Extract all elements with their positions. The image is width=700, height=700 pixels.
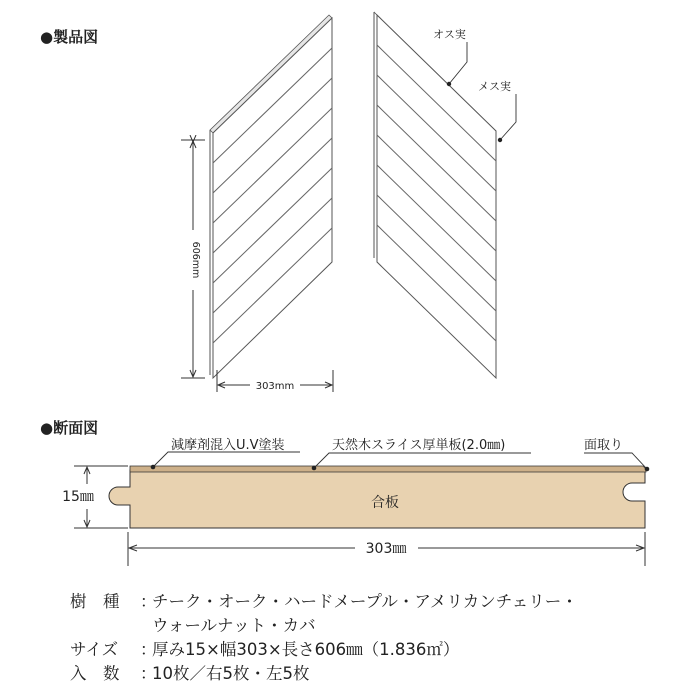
height-label: 606mm [190, 241, 201, 279]
right-panel [374, 12, 496, 378]
spec-row-size [70, 638, 578, 662]
spec-separator: ： [140, 592, 157, 611]
chamfer-label: 面取り [584, 438, 624, 453]
spec-value: チーク・オーク・ハードメープル・アメリカンチェリー・ [152, 592, 578, 611]
cross-section [109, 466, 646, 528]
spec-row-species [70, 590, 578, 614]
female-groove-label: メス実 [478, 80, 511, 93]
spec-value: 厚み15×幅303×長さ606㎜（1.836㎡） [152, 640, 460, 659]
spec-separator: ： [140, 664, 157, 683]
spec-value: ウォールナット・カバ [152, 616, 316, 635]
spec-label: 入 数 [70, 664, 120, 683]
section-width-label: 303㎜ [365, 541, 407, 557]
left-panel [210, 15, 332, 378]
spec-value: 10枚／右5枚・左5枚 [152, 664, 310, 683]
spec-label: サイズ [70, 640, 119, 659]
coating-label: 減摩剤混入U.V塗装 [171, 438, 285, 453]
width-dimension [217, 370, 333, 392]
spec-label: 樹 種 [70, 592, 120, 611]
product-view-heading: ●製品図 [40, 28, 99, 46]
spec-list [70, 590, 578, 686]
coating-callout [151, 437, 300, 469]
veneer-layer [130, 466, 646, 472]
height-dimension [181, 140, 205, 378]
veneer-label: 天然木スライス厚単板(2.0㎜) [332, 438, 506, 453]
spec-separator: ： [140, 640, 157, 659]
thickness-label: 15㎜ [62, 489, 94, 505]
core-label: 合板 [371, 495, 399, 511]
section-view-heading: ●断面図 [40, 419, 99, 437]
width-label-top: 303mm [255, 381, 295, 392]
veneer-callout [312, 437, 531, 470]
spec-row-quantity [70, 662, 578, 686]
section-width-dimension [128, 532, 645, 566]
male-tongue-label: オス実 [433, 28, 466, 41]
spec-row-species-cont [70, 614, 578, 638]
